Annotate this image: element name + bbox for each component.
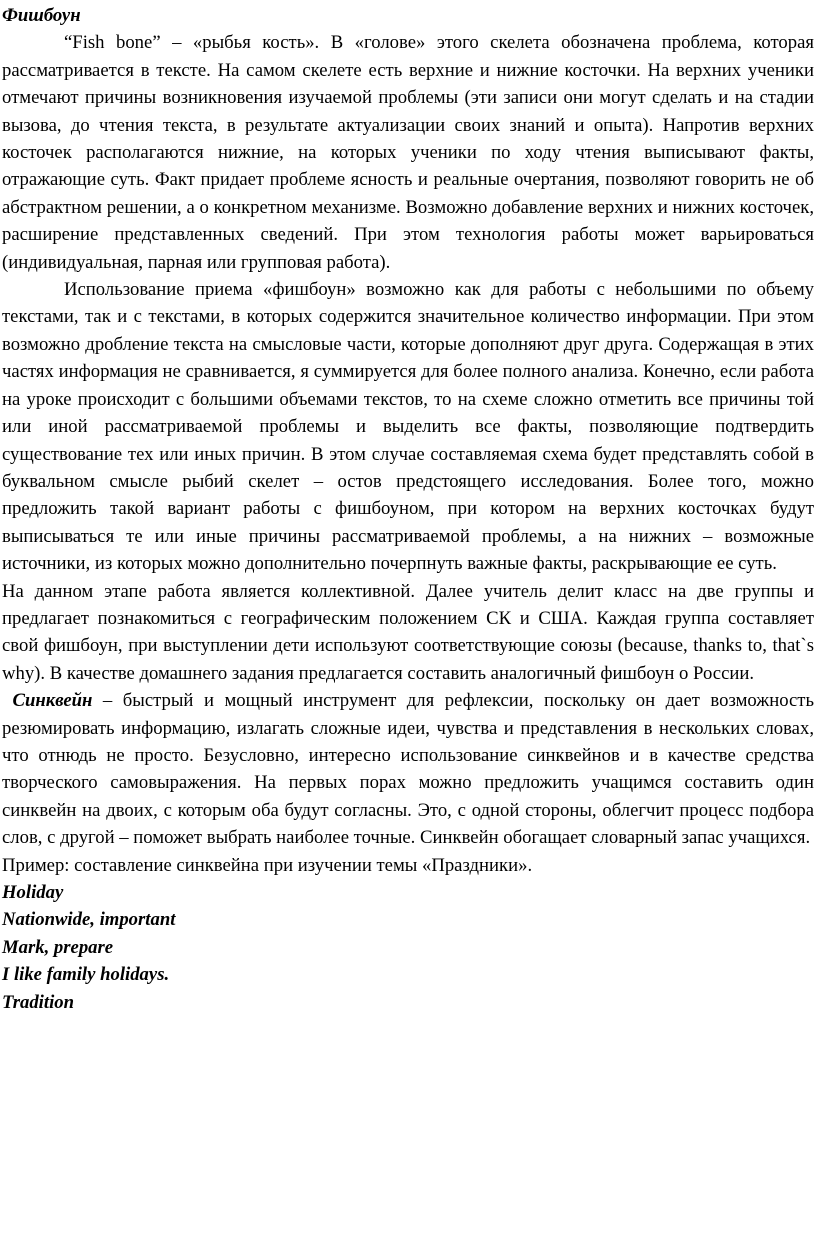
syncwine-description: – быстрый и мощный инструмент для рефлексии, поскольку он дает возможность резюмировать информацию, излагать сложные идеи, чувства и представления в нескольких словах, что отнюдь не просто. Безусловно, интересно использование синквейнов и в качестве средства творческого самовыражения. На первых порах можно предложить учащимся составить один синквейн на двоих, с которым оба будут согласны. Это, с одной стороны, облегчит процесс подбора слов, с другой – поможет выбрать наиболее точные. Синквейн обогащает словарный запас учащихся.: [2, 690, 815, 849]
syncwine-line-2: Nationwide, important: [2, 909, 176, 931]
term-syncwine: Синквейн: [12, 690, 93, 712]
paragraph-collective-work: На данном этапе работа является коллективной. Далее учитель делит класс на две группы и предлагает познакомиться с географическим положением СК и США. Каждая группа составляет свой фишбоун, при выступлении дети используют соответствующие союзы (because, thanks to, that`s why). В качестве домашнего задания предлагается составить аналогичный фишбоун о России.: [2, 580, 814, 684]
paragraph-syncwine: [2, 687, 814, 851]
paragraph-example: Пример: составление синквейна при изучении темы «Праздники».: [2, 854, 533, 876]
syncwine-line-1: Holiday: [2, 882, 64, 903]
syncwine-line-3: Mark, prepare: [2, 936, 114, 958]
syncwine-line-4: I like family holidays.: [2, 964, 170, 986]
paragraph-fishbone-description: “Fish bone” – «рыбья кость». В «голове» этого скелета обозначена проблема, которая рассматривается в тексте. На самом скелете есть верхние и нижние косточки. На верхних ученики отмечают причины возникновения изучаемой проблемы (эти записи они могут сделать и на стадии вызова, до чтения текста, в результате актуализации своих знаний и опыта). Напротив верхних косточек располагаются нижние, на которых ученики по ходу чтения выписывают факты, отражающие суть. Факт придает проблеме ясность и реальные очертания, позволяют говорить не об абстрактном решении, а о конкретном механизме. Возможно добавление верхних и нижних косточек, расширение представленных сведений. При этом технология работы может варьироваться (индивидуальная, парная или групповая работа).: [2, 32, 814, 273]
heading-fishbone: Фишбоун: [2, 5, 81, 26]
syncwine-line-5: Tradition: [2, 991, 74, 1013]
paragraph-fishbone-usage: Использование приема «фишбоун» возможно как для работы с небольшими по объему текстами, так и с текстами, в которых содержится значительное количество информации. При этом возможно дробление текста на смысловые части, которые дополняют друг друга. Содержащая в этих частях информация не сравнивается, я суммируется для более полного анализа. Конечно, если работа на уроке происходит с большими объемами текстов, то на схеме сложно отметить все причины той или иной рассматриваемой проблемы и выделить все факты, позволяющие подтвердить существование тех или иных причин. В этом случае составляемая схема будет представлять собой в буквальном смысле рыбий скелет – остов предстоящего исследования. Более того, можно предложить такой вариант работы с фишбоуном, при котором на верхних косточках будут выписываться те или иные причины рассматриваемой проблемы, а на нижних – возможные источники, из которых можно дополнительно почерпнуть важные факты, раскрывающие ее суть.: [2, 279, 814, 575]
